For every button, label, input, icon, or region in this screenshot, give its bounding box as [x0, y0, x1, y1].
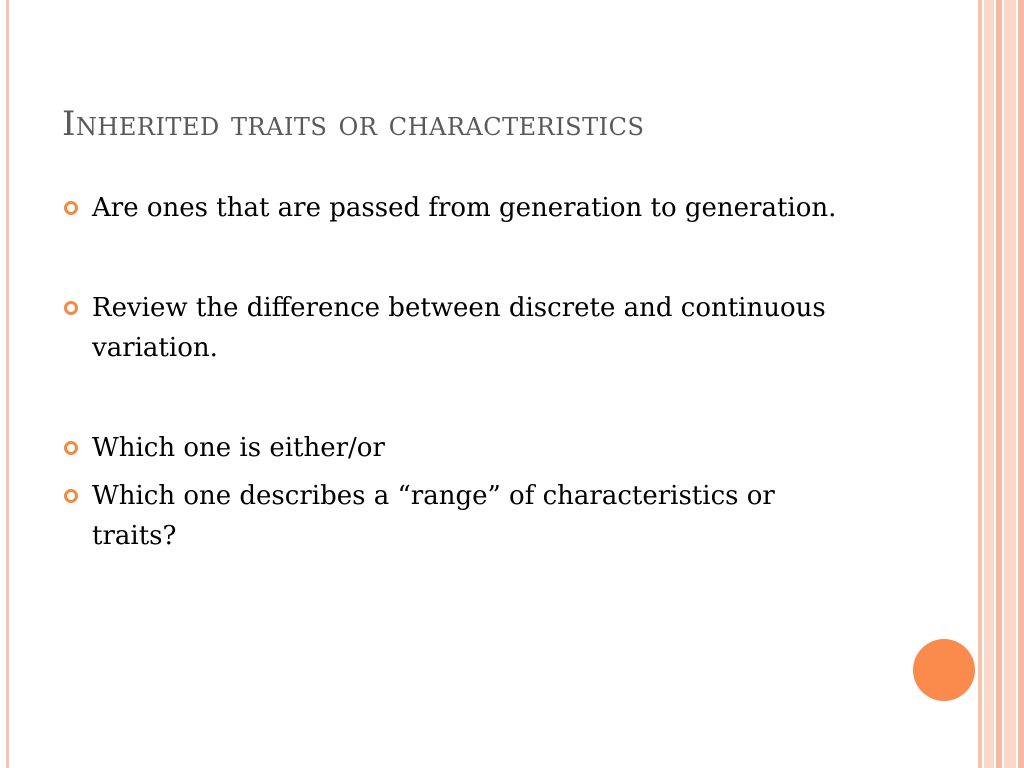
right-stripe: [984, 0, 994, 768]
right-stripe: [1018, 0, 1024, 768]
bullet-item: [64, 288, 864, 368]
bullet-item: [64, 476, 864, 556]
right-stripe: [1004, 0, 1016, 768]
bullet-item: [64, 428, 864, 468]
bullet-text: Which one describes a “range” of characteristics or traits?: [92, 481, 775, 551]
bullet-item: [64, 188, 864, 228]
bullet-text: Are ones that are passed from generation to generation.: [92, 193, 837, 223]
right-stripe: [978, 0, 982, 768]
bullet-text: Which one is either/or: [92, 433, 385, 463]
bullet-list: [64, 188, 864, 556]
bullet-ring-icon: [64, 489, 78, 503]
right-stripe: [996, 0, 1002, 768]
bullet-ring-icon: [64, 301, 78, 315]
left-border-line: [6, 0, 9, 768]
bullet-ring-icon: [64, 441, 78, 455]
slide-title: Inherited traits or characteristics: [62, 104, 645, 144]
bullet-text: Review the difference between discrete and continuous variation.: [92, 293, 826, 363]
bullet-ring-icon: [64, 201, 78, 215]
decorative-circle: [913, 639, 975, 701]
